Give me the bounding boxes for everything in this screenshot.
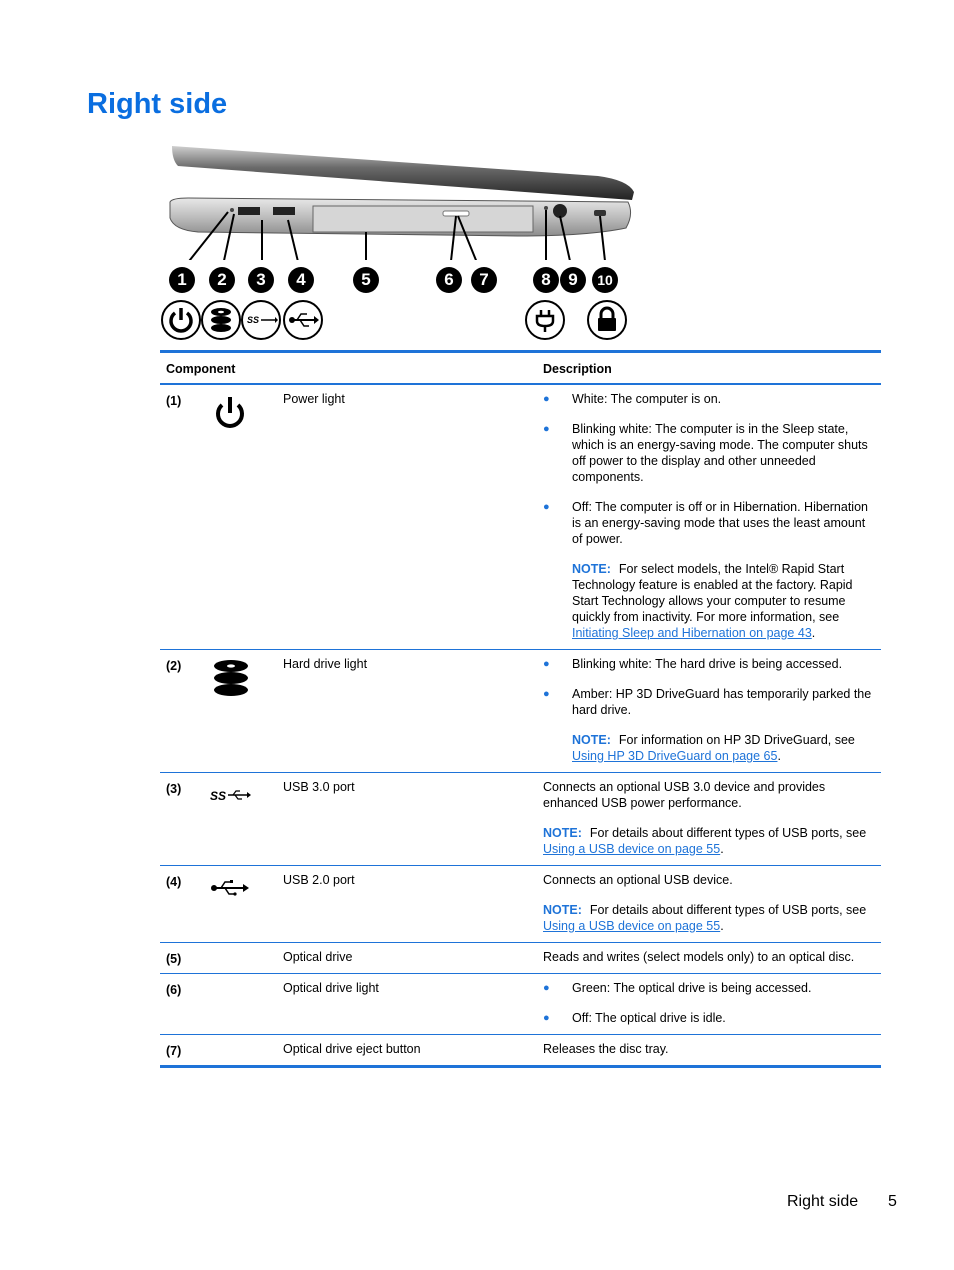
callout-4: 4 (288, 267, 314, 293)
component-name: Power light (283, 392, 345, 406)
row-number: (7) (166, 1044, 182, 1058)
page-number: 5 (888, 1193, 897, 1210)
hard-drive-icon (201, 300, 241, 340)
callout-1: 1 (169, 267, 195, 293)
note-label: NOTE: (543, 903, 582, 917)
list-item: ● Green: The optical drive is being accessed. (543, 981, 812, 995)
row-number: (2) (166, 659, 182, 673)
description-text: Connects an optional USB 3.0 device and provides enhanced USB power performance. (543, 780, 826, 810)
security-lock-icon (587, 300, 627, 340)
row-number: (5) (166, 952, 182, 966)
callout-9: 9 (560, 267, 586, 293)
usb-icon (210, 878, 250, 902)
description-text: Connects an optional USB device. (543, 873, 733, 887)
row-number: (4) (166, 875, 182, 889)
table-row (160, 866, 881, 943)
description-text: Releases the disc tray. (543, 1042, 669, 1056)
table-row (160, 773, 881, 866)
hard-drive-icon (212, 658, 250, 702)
row-description (543, 943, 873, 973)
table-row (160, 974, 881, 1035)
row-number: (6) (166, 983, 182, 997)
component-name: Hard drive light (283, 657, 368, 671)
power-icon (161, 300, 201, 340)
list-item: ● Amber: HP 3D DriveGuard has temporarily parked the hard drive. (543, 687, 872, 717)
note-text: For information on HP 3D DriveGuard, see (618, 733, 855, 747)
callout-2: 2 (209, 267, 235, 293)
note: NOTE: For information on HP 3D DriveGuard, see Using HP 3D DriveGuard on page 65. (572, 733, 855, 763)
svg-text:SS: SS (247, 315, 260, 325)
footer-section-title: Right side (787, 1193, 859, 1210)
ac-adapter-icon (525, 300, 565, 340)
component-table (160, 350, 881, 1068)
note-label: NOTE: (572, 733, 611, 747)
list-item: ● Blinking white: The hard drive is being accessed. (543, 657, 843, 671)
callout-5: 5 (353, 267, 379, 293)
note-label: NOTE: (543, 826, 582, 840)
component-name: Optical drive light (283, 981, 379, 995)
driveguard-link[interactable]: Using HP 3D DriveGuard on page 65 (572, 749, 778, 763)
page-title: Right side (87, 88, 228, 120)
table-row (160, 1035, 881, 1065)
row-description (543, 1035, 873, 1065)
callout-6: 6 (436, 267, 462, 293)
header-description: Description (543, 362, 612, 376)
header-component: Component (166, 362, 236, 376)
laptop-illustration (158, 140, 638, 260)
row-number: (3) (166, 782, 182, 796)
note-text: For details about different types of USB ports, see (589, 826, 867, 840)
row-description (543, 385, 873, 649)
usb-icon (283, 300, 323, 340)
table-header (160, 353, 881, 385)
callout-3: 3 (248, 267, 274, 293)
row-number: (1) (166, 394, 182, 408)
callout-10: 10 (592, 267, 618, 293)
callout-7: 7 (471, 267, 497, 293)
note: NOTE: For select models, the Intel® Rapid Start Technology feature is enabled at the factory. Rapid Start Technology allows your computer to resume quickly from inactivity. For more information, see Initiating Sleep and Hibernation on page 43. (572, 562, 853, 640)
table-row (160, 943, 881, 974)
note-label: NOTE: (572, 562, 611, 576)
svg-text:SS: SS (210, 789, 227, 803)
note-text: For details about different types of USB ports, see (589, 903, 867, 917)
power-icon (210, 393, 250, 437)
laptop-right-side-figure (158, 140, 638, 345)
sleep-hibernation-link[interactable]: Initiating Sleep and Hibernation on page 43 (572, 626, 812, 640)
note-text: For select models, the Intel® Rapid Start Technology feature is enabled at the factory. Rapid Start Technology allows your computer to resume quickly from inactivity. For more information, see (572, 562, 853, 624)
row-description (543, 650, 873, 772)
note: NOTE: For details about different types of USB ports, see Using a USB device on page 55. (543, 826, 867, 856)
component-name: Optical drive (283, 950, 353, 964)
note: NOTE: For details about different types of USB ports, see Using a USB device on page 55. (543, 903, 867, 933)
usb-device-link[interactable]: Using a USB device on page 55 (543, 842, 721, 856)
list-item: ● Off: The computer is off or in Hibernation. Hibernation is an energy-saving mode that uses the least amount of power. (543, 500, 868, 546)
row-description (543, 974, 873, 1034)
table-row (160, 650, 881, 773)
row-description (543, 866, 873, 942)
usb-device-link[interactable]: Using a USB device on page 55 (543, 919, 721, 933)
table-row (160, 385, 881, 650)
usb-3-icon (241, 300, 281, 340)
list-item: ● Blinking white: The computer is in the Sleep state, which is an energy-saving mode. The computer shuts off power to the display and other unneeded components. (543, 422, 868, 484)
list-item: ● Off: The optical drive is idle. (543, 1011, 726, 1025)
component-name: USB 3.0 port (283, 780, 355, 794)
row-description (543, 773, 873, 865)
component-name: USB 2.0 port (283, 873, 355, 887)
component-name: Optical drive eject button (283, 1042, 421, 1056)
usb-3-icon (210, 787, 252, 807)
description-text: Reads and writes (select models only) to an optical disc. (543, 950, 855, 964)
list-item: ● White: The computer is on. (543, 392, 722, 406)
callout-8: 8 (533, 267, 559, 293)
